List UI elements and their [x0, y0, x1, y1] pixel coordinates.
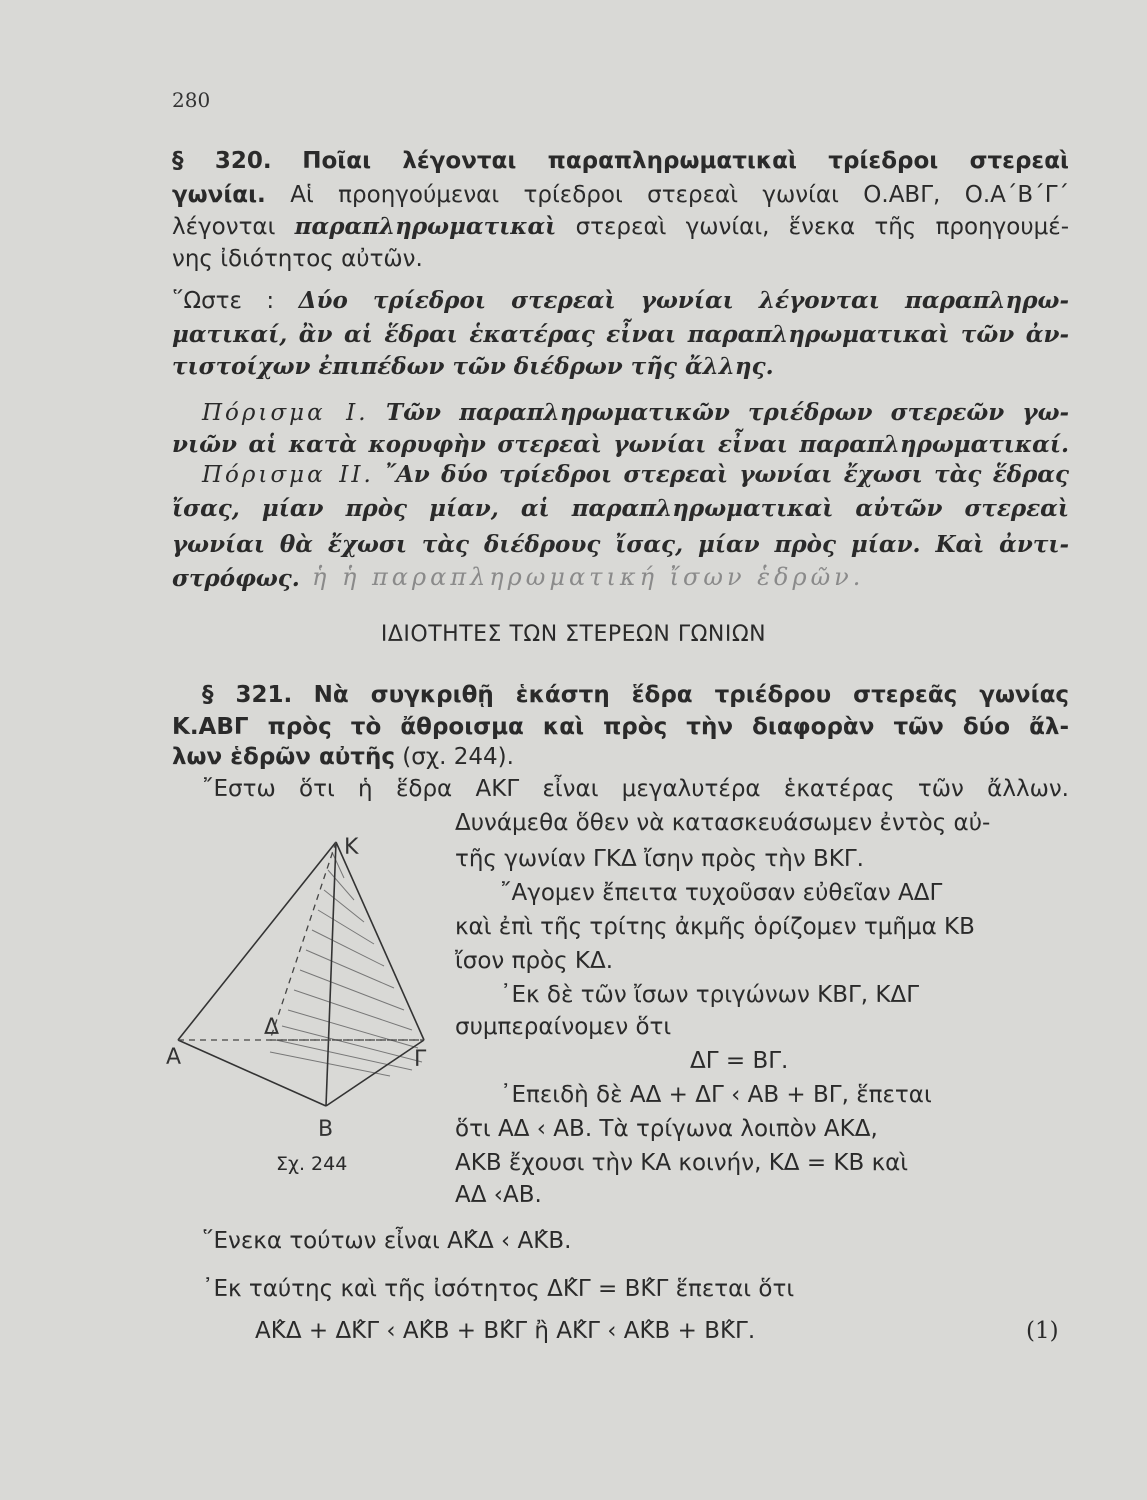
definition-line-2: ματικαί, ἂν αἱ ἕδραι ἑκατέρας εἶναι παραπληρωματικαὶ τῶν ἀν-	[172, 321, 1069, 348]
sec320-title-line	[172, 146, 1069, 176]
corollary-1-label: Πόρισμα Ι.	[202, 400, 369, 426]
proof-line-r6: ᾿Εκ δὲ τῶν ἴσων τριγώνων ΚΒΓ, ΚΔΓ	[500, 982, 920, 1008]
sec320-text: στερεαὶ γωνίαι, ἕνεκα τῆς προηγουμέ-	[575, 214, 1070, 240]
sec320-text: λέγονται	[172, 214, 276, 240]
sec320-text: Αἱ προηγούμεναι τρίεδροι στερεαὶ γωνίαι Ο.ΑΒΓ, Ο.Α΄Β΄Γ΄	[290, 182, 1070, 208]
proof-bottom-1	[172, 1226, 571, 1256]
corollary-2-line-2: ἴσας, μίαν πρὸς μίαν, αἱ παραπληρωματικαὶ αὐτῶν στερεαὶ	[172, 495, 1069, 522]
edge-AB	[178, 1040, 326, 1106]
figure-dashed-lines	[178, 842, 424, 1040]
equation-1: ΑΚ̂Δ + ΔΚ̂Γ ‹ ΑΚ̂Β + ΒΚ̂Γ ἢ ΑΚ̂Γ ‹ ΑΚ̂Β + ΒΚ̂Γ.	[255, 1318, 756, 1344]
edge-KA	[178, 842, 336, 1040]
vertex-B-label: Β	[318, 1117, 334, 1142]
sec321-title-line	[172, 680, 1069, 710]
corollary-1-line-2: νιῶν αἱ κατὰ κορυφὴν στερεαὶ γωνίαι εἶναι παραπληρωματικαί.	[172, 431, 1069, 458]
proof-text: ῞Ενεκα τούτων εἶναι ΑΚ̂Δ ‹ ΑΚ̂Β.	[202, 1228, 572, 1254]
figure-hatching	[270, 852, 422, 1076]
proof-line-r5: ἴσον πρὸς ΚΔ.	[455, 948, 614, 974]
proof-line-r8: ΔΓ = ΒΓ.	[690, 1048, 789, 1074]
definition-line-3: τιστοίχων ἐπιπέδων τῶν διέδρων τῆς ἄλλης.	[172, 353, 774, 380]
proof-line-r9: ᾿Επειδὴ δὲ ΑΔ + ΔΓ ‹ ΑΒ + ΒΓ, ἕπεται	[500, 1082, 932, 1108]
vertex-A-label: Α	[166, 1045, 182, 1070]
proof-line-r3: ῎Αγομεν ἔπειτα τυχοῦσαν εὐθεῖαν ΑΔΓ	[500, 880, 943, 906]
edge-KB	[326, 842, 336, 1106]
proof-text: ᾿Εκ ταύτης καὶ τῆς ἰσότητος ΔΚ̂Γ = ΒΚ̂Γ ἕπεται ὅτι	[202, 1276, 795, 1302]
figure-caption: Σχ. 244	[276, 1153, 348, 1175]
edge-KG	[336, 842, 424, 1040]
sec321-title-end: λων ἑδρῶν αὐτῆς	[172, 744, 395, 770]
corollary-2-line-4: στρόφως.	[172, 565, 300, 592]
sec321-title: Νὰ συγκριθῇ ἑκάστη ἕδρα τριέδρου στερεᾶς γωνίας	[313, 682, 1069, 708]
equation-number: (1)	[1026, 1318, 1059, 1344]
line-KD	[270, 842, 336, 1040]
sec320-number: § 320.	[172, 148, 272, 174]
vertex-G-label: Γ	[414, 1047, 427, 1072]
proof-line-r10: ὅτι ΑΔ ‹ ΑΒ. Τὰ τρίγωνα λοιπὸν ΑΚΔ,	[455, 1116, 878, 1142]
proof-line-r7: συμπεραίνομεν ὅτι	[455, 1014, 672, 1040]
sec321-title-line-3	[172, 742, 514, 772]
proof-line-r4: καὶ ἐπὶ τῆς τρίτης ἀκμῆς ὁρίζομεν τμῆμα ΚΒ	[455, 914, 975, 940]
corollary-2-line-3: γωνίαι θὰ ἔχωσι τὰς διέδρους ἴσας, μίαν πρὸς μίαν. Καὶ ἀντι-	[172, 531, 1069, 558]
page-number: 280	[172, 88, 211, 112]
proof-line-1	[172, 774, 1069, 804]
sec320-line-4: νης ἰδιότητος αὐτῶν.	[172, 246, 423, 272]
corollary-1-line-1	[172, 398, 1069, 428]
sec321-title-line-2: Κ.ΑΒΓ πρὸς τὸ ἄθροισμα καὶ πρὸς τὴν διαφορὰν τῶν δύο ἄλ-	[172, 714, 1069, 740]
sec320-title-end: γωνίαι.	[172, 182, 266, 208]
sec320-term: παραπληρωματικαὶ	[294, 213, 557, 240]
sec320-line-3	[172, 212, 1069, 242]
figure-reference: (σχ. 244).	[402, 744, 514, 770]
proof-text: ῎Εστω ὅτι ἡ ἕδρα ΑΚΓ εἶναι μεγαλυτέρα ἑκατέρας τῶν ἄλλων.	[202, 776, 1069, 802]
corollary-2-text: ῎Αν δύο τρίεδροι στερεαὶ γωνίαι ἔχωσι τὰς ἕδρας	[384, 461, 1070, 488]
proof-line-r1: Δυνάμεθα ὅθεν νὰ κατασκευάσωμεν ἐντὸς αὐ-	[455, 810, 991, 836]
sec320-line-2	[172, 180, 1069, 210]
corollary-2-line-1	[172, 460, 1069, 490]
definition-line-1	[172, 286, 1069, 316]
proof-bottom-2	[172, 1274, 794, 1304]
proof-line-r2: τῆς γωνίαν ΓΚΔ ἴσην πρὸς τὴν ΒΚΓ.	[455, 846, 864, 872]
proof-line-r11: ΑΚΒ ἔχουσι τὴν ΚΑ κοινήν, ΚΔ = ΚΒ καὶ	[455, 1150, 909, 1176]
figure-244	[160, 830, 450, 1150]
definition-lead: ῞Ωστε :	[172, 288, 275, 314]
section-heading: ΙΔΙΟΤΗΤΕΣ ΤΩΝ ΣΤΕΡΕΩΝ ΓΩΝΙΩΝ	[380, 622, 767, 647]
handwritten-note: ἡ ἡ παραπληρωματική ἴσων ἑδρῶν.	[312, 563, 865, 591]
corollary-2-label: Πόρισμα ΙΙ.	[202, 462, 374, 488]
vertex-K-label: Κ	[344, 835, 359, 860]
figure-lines	[178, 842, 424, 1106]
corollary-1-text: Τῶν παραπληρωματικῶν τριέδρων στερεῶν γω-	[386, 399, 1070, 426]
definition-text: Δύο τρίεδροι στερεαὶ γωνίαι λέγονται παραπληρω-	[298, 287, 1069, 314]
sec321-number: § 321.	[202, 682, 293, 708]
sec320-title: Ποῖαι λέγονται παραπληρωματικαὶ τρίεδροι στερεαὶ	[302, 148, 1069, 174]
proof-line-r12: ΑΔ ‹ΑΒ.	[455, 1182, 542, 1208]
vertex-D-label: Δ	[264, 1015, 280, 1040]
